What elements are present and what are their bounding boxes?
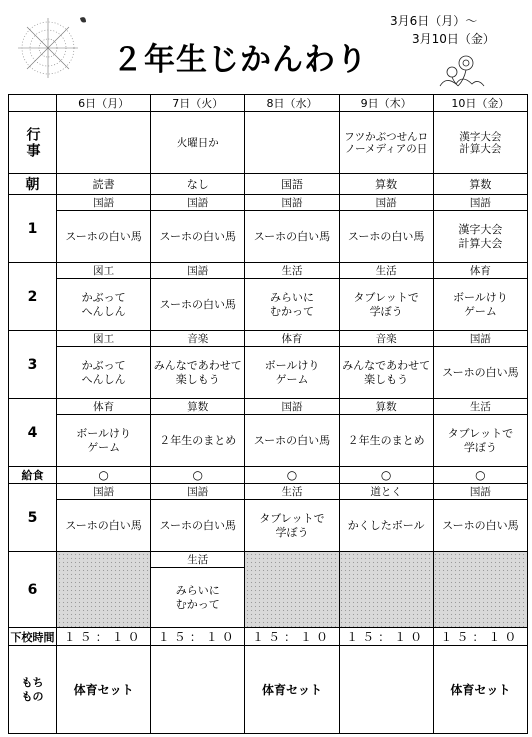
activity-cell: みらいに むかって xyxy=(151,568,245,628)
morning-cell: 読書 xyxy=(57,174,151,195)
belongings-cell: 体育セット xyxy=(57,646,151,734)
period-3-activity-row xyxy=(9,347,528,399)
activity-cell: ２年生のまとめ xyxy=(339,415,433,467)
subject-cell: 算数 xyxy=(339,399,433,415)
subject-cell: 図工 xyxy=(57,331,151,347)
date-range xyxy=(390,12,495,48)
dandelion-puff-icon xyxy=(10,12,88,82)
period-5-subject-row xyxy=(9,484,528,500)
date-from: 3月6日（月）～ xyxy=(390,14,478,28)
day-header: 6日（月） xyxy=(57,95,151,112)
event-cell xyxy=(57,112,151,174)
row-label-dismissal: 下校時間 xyxy=(9,628,57,646)
subject-cell: 音楽 xyxy=(151,331,245,347)
dismissal-time: １５：１０ xyxy=(151,628,245,646)
activity-cell: かくしたボール xyxy=(339,500,433,552)
belongings-row xyxy=(9,646,528,734)
row-label-events: 行事 xyxy=(9,112,57,174)
activity-cell: タブレットで 学ぼう xyxy=(245,500,339,552)
subject-cell: 音楽 xyxy=(339,331,433,347)
activity-cell: スーホの白い馬 xyxy=(151,211,245,263)
row-label-period-2: 2 xyxy=(9,263,57,331)
dismissal-row xyxy=(9,628,528,646)
activity-cell: スーホの白い馬 xyxy=(433,347,527,399)
subject-cell: 国語 xyxy=(151,263,245,279)
dandelion-flower-icon xyxy=(436,54,486,88)
activity-cell: かぶって へんしん xyxy=(57,279,151,331)
activity-cell: スーホの白い馬 xyxy=(245,415,339,467)
date-to: 3月10日（金） xyxy=(412,32,495,46)
subject-cell: 生活 xyxy=(151,552,245,568)
subject-cell: 国語 xyxy=(245,195,339,211)
day-header: 10日（金） xyxy=(433,95,527,112)
morning-cell: 算数 xyxy=(433,174,527,195)
subject-cell: 図工 xyxy=(57,263,151,279)
row-label-period-1: 1 xyxy=(9,195,57,263)
morning-cell: 算数 xyxy=(339,174,433,195)
day-header: 7日（火） xyxy=(151,95,245,112)
row-label-period-6: 6 xyxy=(9,552,57,628)
day-header: 9日（木） xyxy=(339,95,433,112)
subject-cell: 国語 xyxy=(57,484,151,500)
lunch-cell: ○ xyxy=(245,467,339,484)
subject-cell: 生活 xyxy=(245,484,339,500)
no-class-cell xyxy=(339,552,433,628)
subject-cell: 生活 xyxy=(433,399,527,415)
period-1-subject-row xyxy=(9,195,528,211)
subject-cell: 国語 xyxy=(339,195,433,211)
subject-cell: 国語 xyxy=(433,195,527,211)
event-cell: 火曜日か xyxy=(151,112,245,174)
dismissal-time: １５：１０ xyxy=(433,628,527,646)
row-label-belongings: もちもの xyxy=(9,646,57,734)
event-cell xyxy=(245,112,339,174)
no-class-cell xyxy=(245,552,339,628)
activity-cell: みらいに むかって xyxy=(245,279,339,331)
day-header-row xyxy=(9,95,528,112)
event-cell: フツかぶつせんロ ノーメディアの日 xyxy=(339,112,433,174)
lunch-row xyxy=(9,467,528,484)
subject-cell: 生活 xyxy=(339,263,433,279)
subject-cell: 国語 xyxy=(433,484,527,500)
activity-cell: スーホの白い馬 xyxy=(339,211,433,263)
period-4-activity-row xyxy=(9,415,528,467)
activity-cell: みんなであわせて 楽しもう xyxy=(151,347,245,399)
row-label-period-4: 4 xyxy=(9,399,57,467)
page-header xyxy=(0,0,532,94)
dismissal-time: １５：１０ xyxy=(245,628,339,646)
activity-cell: スーホの白い馬 xyxy=(57,500,151,552)
subject-cell: 国語 xyxy=(151,195,245,211)
subject-cell: 国語 xyxy=(151,484,245,500)
subject-cell: 算数 xyxy=(151,399,245,415)
period-1-activity-row xyxy=(9,211,528,263)
activity-cell: 漢字大会 計算大会 xyxy=(433,211,527,263)
row-label-morning: 朝 xyxy=(9,174,57,195)
activity-cell: スーホの白い馬 xyxy=(245,211,339,263)
period-6-subject-row xyxy=(9,552,528,568)
activity-cell: スーホの白い馬 xyxy=(151,500,245,552)
lunch-cell: ○ xyxy=(433,467,527,484)
timetable xyxy=(8,94,528,734)
day-header: 8日（水） xyxy=(245,95,339,112)
subject-cell: 体育 xyxy=(433,263,527,279)
corner-cell xyxy=(9,95,57,112)
row-label-period-5: 5 xyxy=(9,484,57,552)
events-row xyxy=(9,112,528,174)
subject-cell: 国語 xyxy=(57,195,151,211)
period-2-subject-row xyxy=(9,263,528,279)
subject-cell: 道とく xyxy=(339,484,433,500)
activity-cell: スーホの白い馬 xyxy=(57,211,151,263)
event-cell: 漢字大会 計算大会 xyxy=(433,112,527,174)
morning-row xyxy=(9,174,528,195)
activity-cell: みんなであわせて 楽しもう xyxy=(339,347,433,399)
dismissal-time: １５：１０ xyxy=(57,628,151,646)
belongings-cell: 体育セット xyxy=(245,646,339,734)
period-3-subject-row xyxy=(9,331,528,347)
no-class-cell xyxy=(433,552,527,628)
activity-cell: タブレットで 学ぼう xyxy=(433,415,527,467)
belongings-cell: 体育セット xyxy=(433,646,527,734)
subject-cell: 国語 xyxy=(245,399,339,415)
activity-cell: かぶって へんしん xyxy=(57,347,151,399)
period-4-subject-row xyxy=(9,399,528,415)
lunch-cell: ○ xyxy=(151,467,245,484)
page-title: ２年生じかんわり xyxy=(112,42,368,78)
subject-cell: 体育 xyxy=(245,331,339,347)
morning-cell: 国語 xyxy=(245,174,339,195)
lunch-cell: ○ xyxy=(57,467,151,484)
activity-cell: ボールけり ゲーム xyxy=(245,347,339,399)
activity-cell: スーホの白い馬 xyxy=(433,500,527,552)
subject-cell: 国語 xyxy=(433,331,527,347)
activity-cell: タブレットで 学ぼう xyxy=(339,279,433,331)
period-2-activity-row xyxy=(9,279,528,331)
activity-cell: スーホの白い馬 xyxy=(151,279,245,331)
row-label-lunch: 給食 xyxy=(9,467,57,484)
activity-cell: ２年生のまとめ xyxy=(151,415,245,467)
dismissal-time: １５：１０ xyxy=(339,628,433,646)
row-label-period-3: 3 xyxy=(9,331,57,399)
period-5-activity-row xyxy=(9,500,528,552)
subject-cell: 体育 xyxy=(57,399,151,415)
no-class-cell xyxy=(57,552,151,628)
morning-cell: なし xyxy=(151,174,245,195)
lunch-cell: ○ xyxy=(339,467,433,484)
belongings-cell xyxy=(151,646,245,734)
subject-cell: 生活 xyxy=(245,263,339,279)
belongings-cell xyxy=(339,646,433,734)
activity-cell: ボールけり ゲーム xyxy=(433,279,527,331)
activity-cell: ボールけり ゲーム xyxy=(57,415,151,467)
